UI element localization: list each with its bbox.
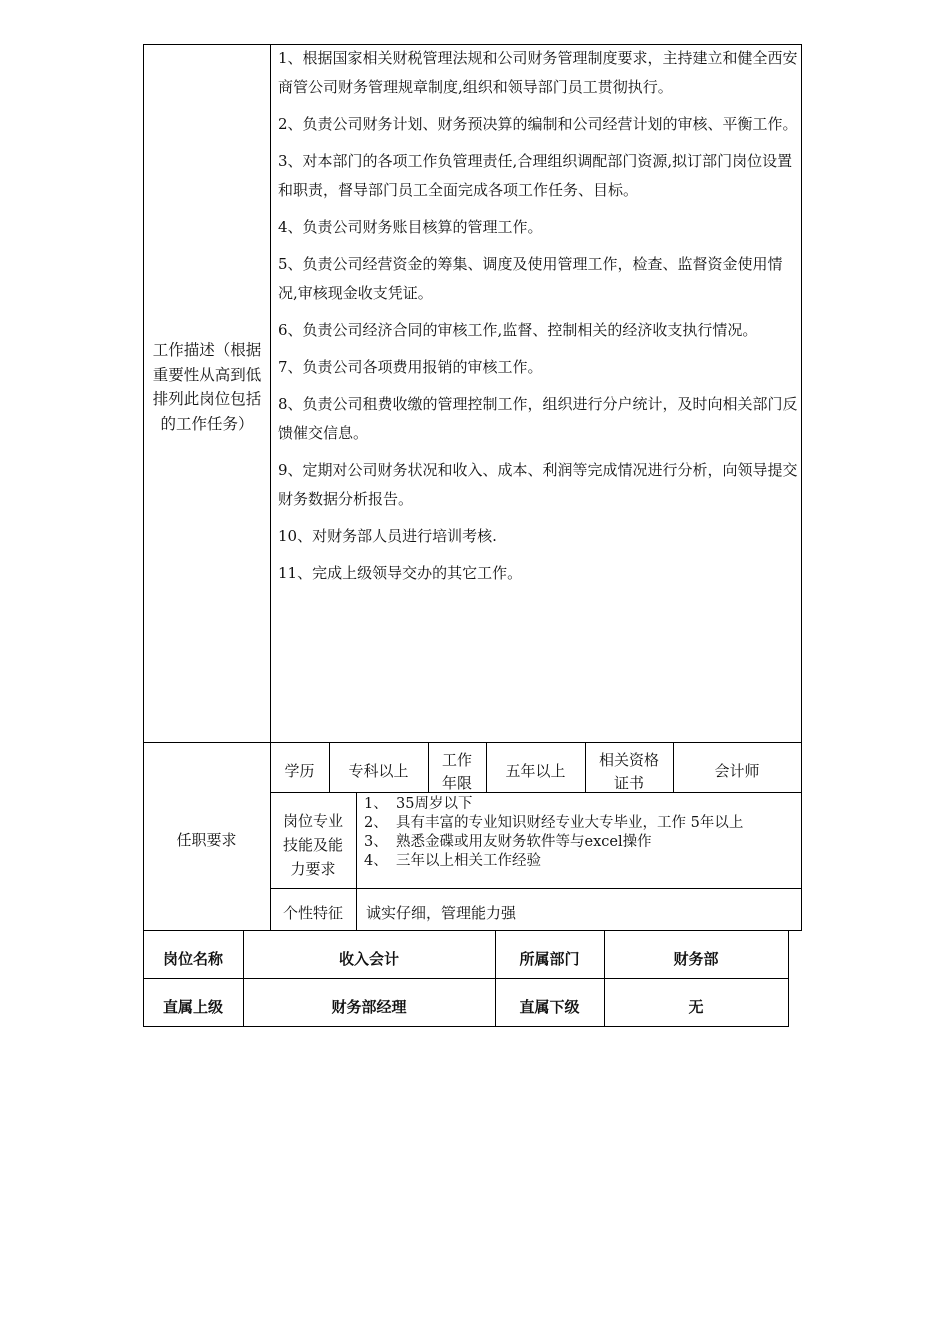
list-item: 4、 三年以上相关工作经验 <box>364 853 541 869</box>
superior-value: 财务部经理 <box>331 998 407 1016</box>
position-name-value: 收入会计 <box>338 950 399 968</box>
list-item: 1、 35周岁以下 <box>364 796 473 812</box>
cert-value: 会计师 <box>714 762 760 780</box>
list-item: 5、负责公司经营资金的筹集、调度及使用管理工作，检查、监督资金使用情况,审核现金收支凭证。 <box>278 255 783 302</box>
personality-label: 个性特征 <box>282 904 343 922</box>
skills-label-line3: 力要求 <box>290 860 336 878</box>
list-item: 7、负责公司各项费用报销的审核工作。 <box>278 358 543 376</box>
list-item: 9、定期对公司财务状况和收入、成本、利润等完成情况进行分析，向领导提交财务数据分析报告。 <box>278 461 798 508</box>
department-value: 财务部 <box>673 950 719 968</box>
list-item: 3、对本部门的各项工作负管理责任,合理组织调配部门资源,拟订部门岗位设置和职责，督导部门员工全面完成各项工作任务、目标。 <box>278 152 793 199</box>
education-value: 专科以上 <box>348 762 409 780</box>
subordinate-value: 无 <box>688 998 704 1016</box>
list-item: 4、负责公司财务账目核算的管理工作。 <box>278 218 543 236</box>
cert-label-line2: 证书 <box>613 774 644 792</box>
education-label: 学历 <box>284 762 315 780</box>
skills-list <box>364 795 800 871</box>
list-item: 2、负责公司财务计划、财务预决算的编制和公司经营计划的审核、平衡工作。 <box>278 115 798 133</box>
cert-label-line1: 相关资格 <box>598 751 659 769</box>
work-years-label-line1: 工作 <box>441 751 472 769</box>
department-label: 所属部门 <box>519 950 580 968</box>
list-item: 6、负责公司经济合同的审核工作,监督、控制相关的经济收支执行情况。 <box>278 321 758 339</box>
work-years-value: 五年以上 <box>505 762 566 780</box>
list-item: 8、负责公司租费收缴的管理控制工作，组织进行分户统计，及时向相关部门反馈催交信息。 <box>278 395 798 442</box>
job-description-label: 工作描述（根据重要性从高到低排列此岗位包括的工作任务） <box>152 341 262 433</box>
job-description-list <box>278 44 798 596</box>
work-years-label-line2: 年限 <box>441 774 472 792</box>
skills-label-line2: 技能及能 <box>282 836 343 854</box>
position-name-label: 岗位名称 <box>162 950 223 968</box>
personality-value: 诚实仔细，管理能力强 <box>366 904 517 922</box>
requirements-label: 任职要求 <box>176 831 237 849</box>
list-item: 11、完成上级领导交办的其它工作。 <box>278 564 523 582</box>
skills-label-line1: 岗位专业 <box>282 812 343 830</box>
list-item: 3、 熟悉金碟或用友财务软件等与excel操作 <box>364 834 652 850</box>
superior-label: 直属上级 <box>162 998 223 1016</box>
list-item: 2、 具有丰富的专业知识财经专业大专毕业，工作 5年以上 <box>364 815 744 831</box>
list-item: 10、对财务部人员进行培训考核. <box>278 527 497 545</box>
subordinate-label: 直属下级 <box>519 998 580 1016</box>
list-item: 1、根据国家相关财税管理法规和公司财务管理制度要求，主持建立和健全西安商管公司财务管理规章制度,组织和领导部门员工贯彻执行。 <box>278 49 798 96</box>
